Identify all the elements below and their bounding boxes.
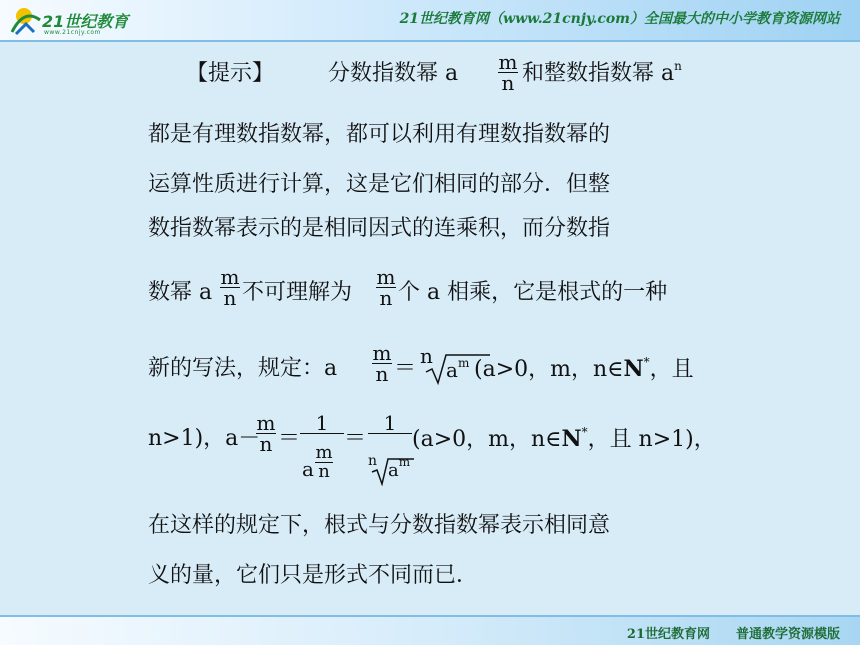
- line-4: 数指数幂表示的是相同因式的连乘积，而分数指: [148, 216, 611, 241]
- hint-label: 【提示】: [186, 61, 275, 86]
- fraction-1-over-a: [300, 413, 344, 434]
- numerator: m: [498, 50, 518, 74]
- radicand: [446, 356, 470, 382]
- line6-and: ，且: [649, 357, 694, 382]
- line-3: 运算性质进行计算，这是它们相同的部分．但整: [148, 172, 611, 197]
- line-7-b: [412, 425, 716, 452]
- footer-bar: [0, 615, 860, 645]
- line-1-b: [522, 59, 682, 86]
- line7-cond: (a>0，m，n∈: [412, 427, 562, 452]
- numerator: 1: [383, 411, 397, 435]
- radicand-base: a: [446, 358, 458, 382]
- radical-index-2: n: [368, 453, 378, 469]
- line-5-a: 数幂 a: [148, 280, 213, 305]
- denominator-a: a: [302, 457, 314, 481]
- denominator: n: [379, 286, 393, 310]
- header-slogan: 21世纪教育网（www.21cnjy.com）全国最大的中小学教育资源网站: [399, 11, 840, 27]
- line-7-eq2: ＝: [344, 426, 367, 451]
- radical-index: n: [420, 344, 433, 368]
- star: *: [581, 425, 588, 439]
- line6-cond: (a>0，m，n∈: [474, 357, 624, 382]
- logo-url: www.21cnjy.com: [44, 29, 101, 36]
- fraction-m-n-5: [256, 413, 276, 454]
- numerator: m: [315, 442, 333, 463]
- denominator: n: [223, 286, 237, 310]
- fraction-1-over-root: [368, 413, 412, 434]
- radicand-base: a: [388, 460, 399, 481]
- numerator: m: [220, 265, 240, 289]
- line-6-b: [474, 355, 694, 382]
- line-8: 在这样的规定下，根式与分数指数幂表示相同意: [148, 513, 611, 538]
- line1-text-b: 和整数指数幂 a: [522, 61, 675, 86]
- line-5-c: 个 a 相乘，它是根式的一种: [398, 280, 668, 305]
- line-1: [186, 63, 458, 85]
- fraction-m-n: [498, 52, 518, 93]
- line-7-a: n>1)，a－: [148, 426, 261, 451]
- line-9: 义的量，它们只是形式不同而已．: [148, 563, 479, 588]
- line1-text-a: 分数指数幂 a: [328, 61, 459, 86]
- line-5-b: 不可理解为: [242, 280, 353, 305]
- line-6-eq: ＝: [394, 356, 417, 381]
- numerator: m: [376, 265, 396, 289]
- set-N: N: [623, 356, 644, 382]
- line7-and: ，且 n>1)，: [587, 427, 716, 452]
- denominator: n: [375, 362, 389, 386]
- radicand-exp: m: [398, 455, 411, 469]
- denominator: n: [501, 71, 515, 95]
- denominator: n: [259, 432, 273, 456]
- denominator: n: [318, 461, 330, 482]
- numerator: m: [256, 411, 276, 435]
- footer-text: 21世纪教育网 普通教学资源模版: [626, 627, 840, 642]
- set-N: N: [561, 426, 582, 452]
- star: *: [643, 355, 650, 369]
- line-7-eq1: ＝: [278, 426, 301, 451]
- radicand-exp: m: [457, 356, 470, 370]
- line-2: 都是有理数指数幂，都可以利用有理数指数幂的: [148, 122, 611, 147]
- numerator: 1: [315, 411, 329, 435]
- exponent-n: n: [674, 59, 682, 73]
- radicand-2: [388, 455, 411, 481]
- header-bar: [0, 0, 860, 42]
- line-6-a: 新的写法，规定：a: [148, 356, 338, 381]
- fraction-m-n-2: [220, 267, 240, 308]
- fraction-m-n-4: [372, 343, 392, 384]
- numerator: m: [372, 341, 392, 365]
- logo-text: 21世纪教育: [42, 12, 129, 31]
- fraction-m-n-3: [376, 267, 396, 308]
- fraction-m-n-6: [315, 444, 333, 481]
